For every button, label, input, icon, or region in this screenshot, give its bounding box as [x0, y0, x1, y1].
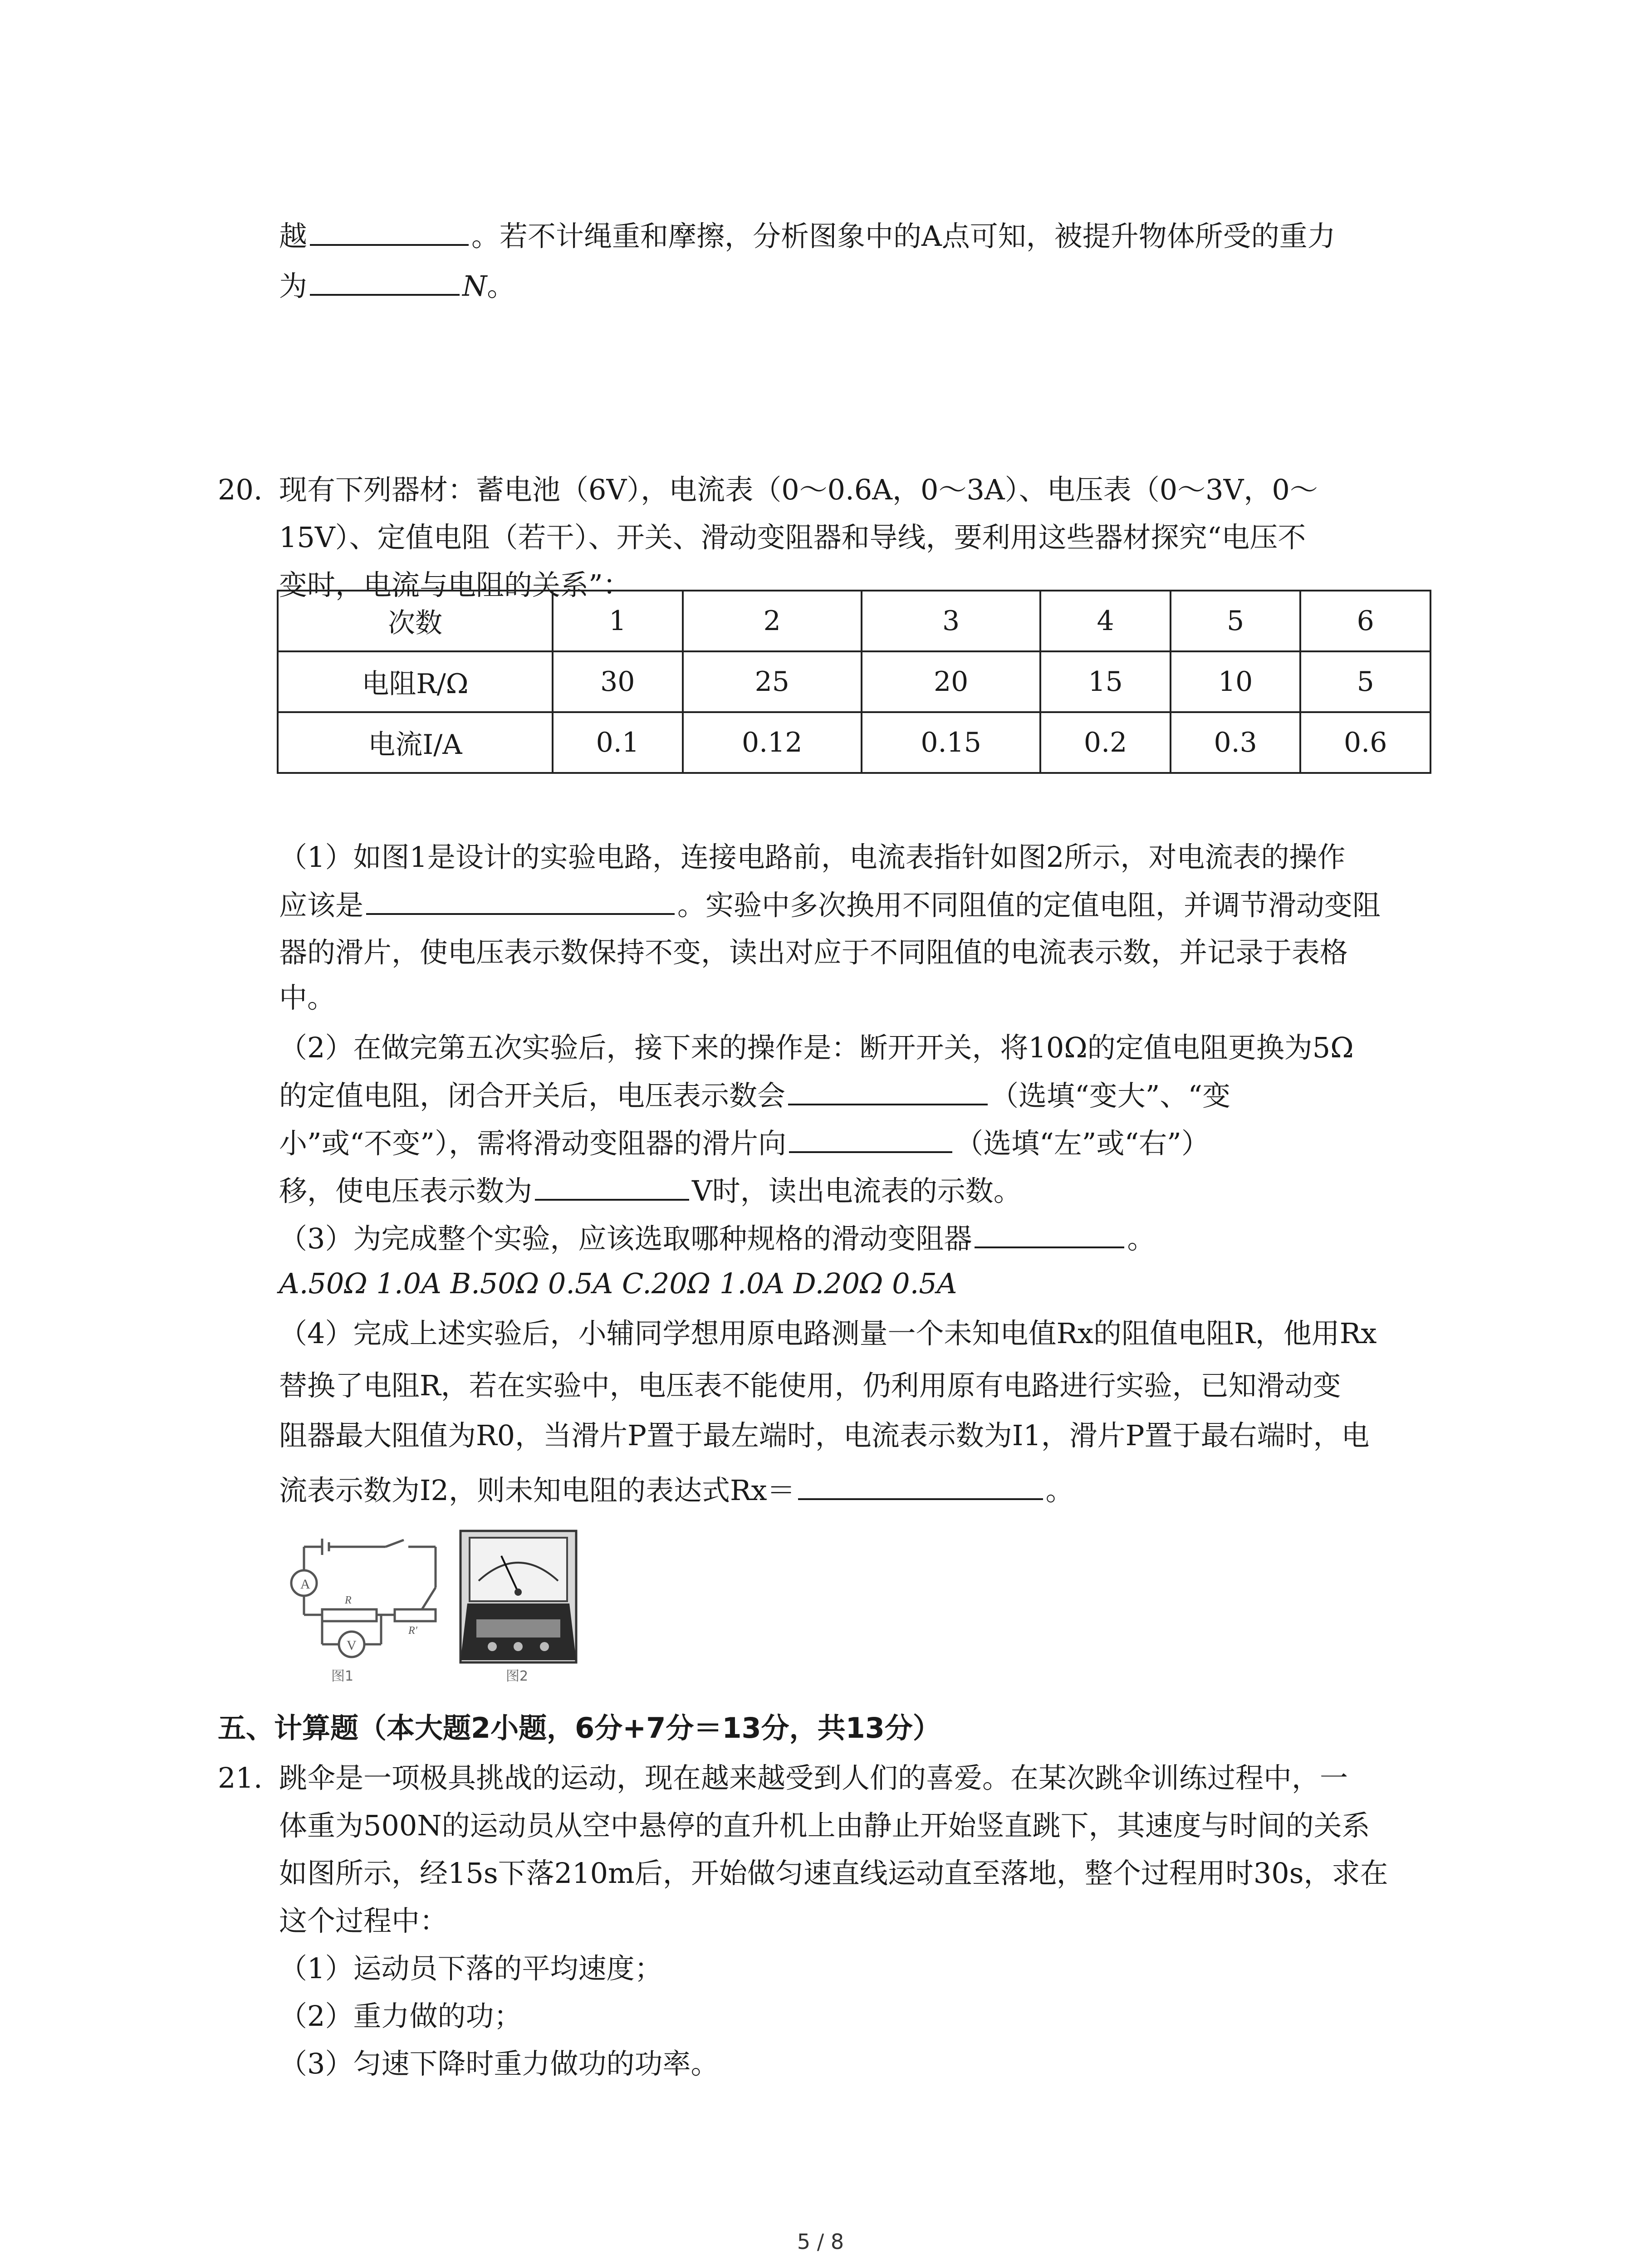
q20-part4-line1: （4）完成上述实验后，小辅同学想用原电路测量一个未知电值Rx的阻值电阻R，他用Rx: [279, 1317, 1377, 1350]
table-cell: 电阻R/Ω: [278, 651, 553, 712]
ammeter-label: A: [300, 1577, 310, 1592]
table-cell: 4: [1040, 591, 1171, 651]
q20-intro-2: 15V）、定值电阻（若干）、开关、滑动变阻器和导线，要利用这些器材探究“电压不: [279, 521, 1306, 554]
table-cell: 2: [683, 591, 862, 651]
ammeter-photo-figure: [458, 1529, 581, 1692]
answer-blank: [535, 1173, 689, 1201]
section-title: 五、计算题（本大题2小题，6分+7分＝13分，共13分）: [218, 1711, 941, 1745]
table-cell: 0.2: [1040, 712, 1171, 773]
table-cell: 0.12: [683, 712, 862, 773]
q20-part3-line1: [279, 1220, 1155, 1257]
q19-text: 。: [487, 269, 515, 303]
table-cell: 5: [1171, 591, 1301, 651]
answer-blank: [788, 1077, 988, 1105]
table-cell: 0.1: [553, 712, 683, 773]
q20-text: 移，使电压表示数为: [279, 1174, 533, 1207]
q20-text: 。实验中多次换用不同阻值的定值电阻，并调节滑动变阻: [677, 889, 1381, 922]
q20-part1-line4: 中。: [279, 981, 336, 1014]
q20-part4-line2: 替换了电阻R，若在实验中，电压表不能使用，仍利用原有电路进行实验，已知滑动变: [279, 1369, 1341, 1402]
q20-text: 的定值电阻，闭合开关后，电压表示数会: [279, 1079, 786, 1112]
circuit-diagram-figure: [272, 1529, 454, 1692]
q20-part2-line1: （2）在做完第五次实验后，接下来的操作是：断开开关，将10Ω的定值电阻更换为5Ω: [279, 1031, 1354, 1064]
figure-2-caption: 图2: [506, 1668, 529, 1684]
q20-text: （选填“左”或“右”）: [955, 1127, 1210, 1160]
voltmeter-label: V: [347, 1638, 357, 1653]
table-row: [278, 591, 1430, 651]
answer-blank: [310, 218, 469, 246]
answer-blank: [366, 887, 675, 915]
q20-text: 流表示数为I2，则未知电阻的表达式Rx＝: [279, 1474, 795, 1507]
answer-blank: [975, 1220, 1124, 1248]
q19-text: 越: [279, 220, 308, 253]
unit-text: N: [462, 269, 487, 303]
answer-blank: [789, 1125, 952, 1153]
data-table: [277, 590, 1431, 774]
q20-text: （3）为完成整个实验，应该选取哪种规格的滑动变阻器: [279, 1222, 972, 1255]
table-cell: 6: [1300, 591, 1430, 651]
figure-1-caption: 图1: [331, 1668, 354, 1684]
q21-sub-1: （1）运动员下落的平均速度；: [279, 1952, 663, 1985]
table-cell: 30: [553, 651, 683, 712]
q21-sub-3: （3）匀速下降时重力做功的功率。: [279, 2047, 719, 2080]
table-cell: 0.15: [862, 712, 1040, 773]
answer-blank: [310, 268, 460, 296]
q19-text: 。若不计绳重和摩擦，分析图象中的A点可知，被提升物体所受的重力: [471, 220, 1336, 253]
q20-text: 。: [1127, 1222, 1156, 1255]
table-cell: 15: [1040, 651, 1171, 712]
table-row: [278, 651, 1430, 712]
answer-blank: [798, 1472, 1043, 1500]
table-cell: 3: [862, 591, 1040, 651]
resistor-label: R: [345, 1594, 352, 1606]
table-cell: 1: [553, 591, 683, 651]
q20-part2-line3: [279, 1125, 1210, 1162]
q19-line-2: [279, 268, 515, 304]
q20-intro-1: 现有下列器材：蓄电池（6V），电流表（0～0.6A，0～3A）、电压表（0～3V，0～: [279, 473, 1318, 506]
q19-text: 为: [279, 269, 308, 303]
q21-line-4: 这个过程中：: [279, 1904, 448, 1937]
q20-part2-line4: [279, 1173, 1022, 1209]
q20-text: 小”或“不变”），需将滑动变阻器的滑片向: [279, 1127, 787, 1160]
q20-part2-line2: [279, 1077, 1230, 1114]
q21-line-3: 如图所示，经15s下落210m后，开始做匀速直线运动直至落地，整个过程用时30s，求在: [279, 1857, 1388, 1890]
q21-line-2: 体重为500N的运动员从空中悬停的直升机上由静止开始竖直跳下，其速度与时间的关系: [279, 1809, 1370, 1842]
question-number: 20.: [218, 473, 263, 506]
q20-text: （选填“变大”、“变: [990, 1079, 1231, 1112]
q20-text: 。: [1045, 1474, 1074, 1507]
page-number: 5 / 8: [797, 2229, 844, 2254]
q20-part3-options: A.50Ω 1.0A B.50Ω 0.5A C.20Ω 1.0A D.20Ω 0.5A: [279, 1267, 957, 1300]
q20-text: V时，读出电流表的示数。: [692, 1174, 1022, 1207]
q19-line-1: [279, 218, 1336, 254]
q20-part1-line2: [279, 887, 1381, 924]
table-cell: 0.6: [1300, 712, 1430, 773]
table-cell: 0.3: [1171, 712, 1301, 773]
q20-part4-line3: 阻器最大阻值为R0，当滑片P置于最左端时，电流表示数为I1，滑片P置于最右端时，电: [279, 1419, 1370, 1452]
table-cell: 20: [862, 651, 1040, 712]
q21-line-1: 跳伞是一项极具挑战的运动，现在越来越受到人们的喜爱。在某次跳伞训练过程中，一: [279, 1761, 1348, 1794]
q20-part1-line3: 器的滑片，使电压表示数保持不变，读出对应于不同阻值的电流表示数，并记录于表格: [279, 936, 1348, 969]
q20-intro-3: 变时，电流与电阻的关系”：: [279, 568, 631, 601]
table-cell: 25: [683, 651, 862, 712]
q20-part4-line4: [279, 1472, 1074, 1509]
table-cell: 电流I/A: [278, 712, 553, 773]
table-cell: 10: [1171, 651, 1301, 712]
table-cell: 5: [1300, 651, 1430, 712]
question-number: 21.: [218, 1761, 263, 1794]
table-cell: 次数: [278, 591, 553, 651]
q21-sub-2: （2）重力做的功；: [279, 1999, 522, 2033]
rheostat-label: R': [408, 1625, 417, 1637]
table-row: [278, 712, 1430, 773]
q20-text: 应该是: [279, 889, 364, 922]
q20-part1-line1: （1）如图1是设计的实验电路，连接电路前，电流表指针如图2所示，对电流表的操作: [279, 841, 1346, 874]
